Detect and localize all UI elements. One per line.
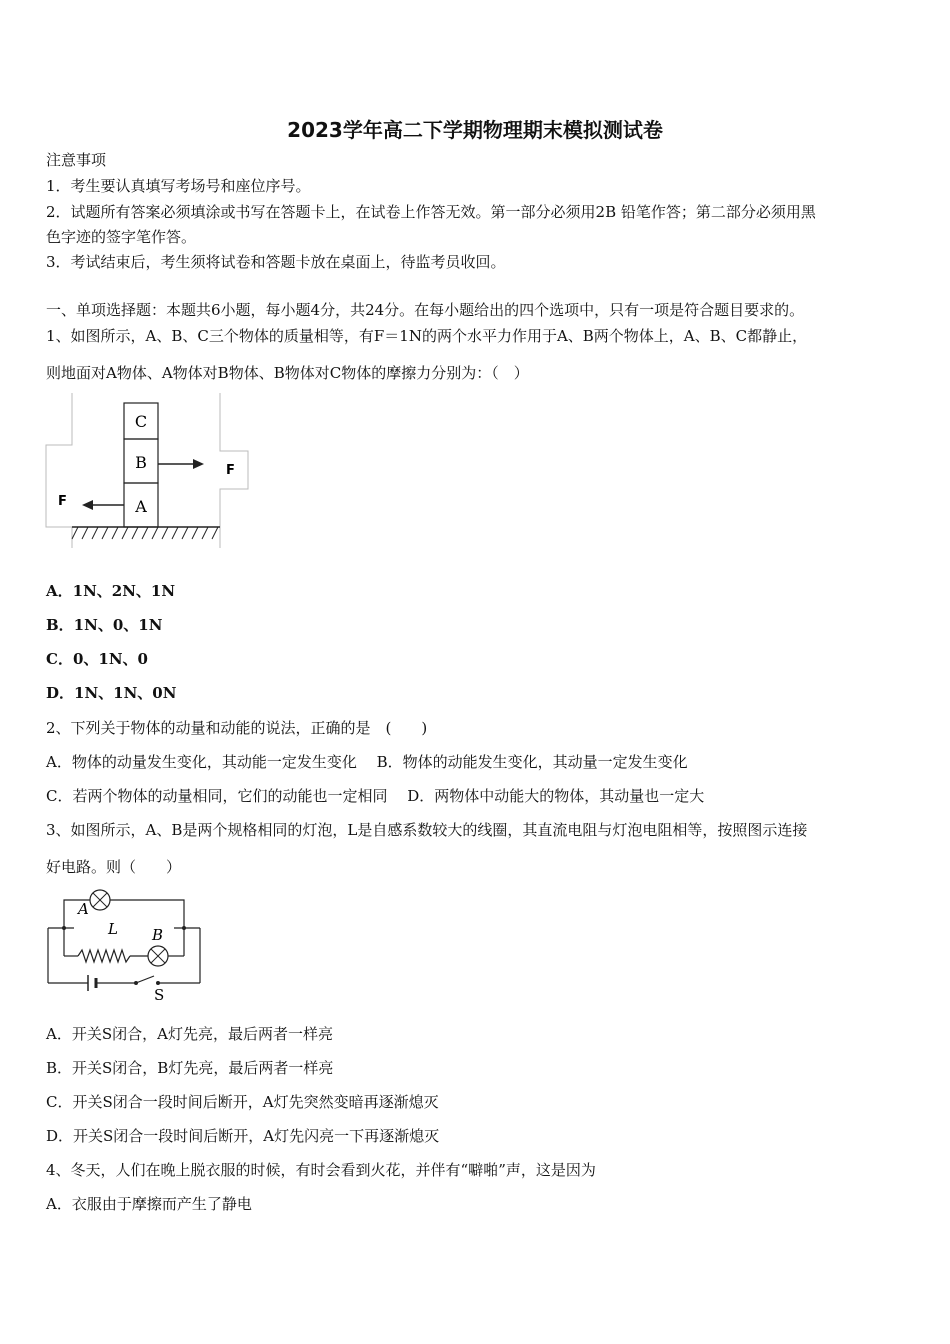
- question-2-option: C．若两个物体的动量相同，它们的动能也一定相同 D．两物体中动能大的物体，其动量也一定大: [46, 787, 705, 805]
- notice-heading: 注意事项: [46, 151, 107, 169]
- question-2-stem: 2、下列关于物体的动量和动能的说法，正确的是 ( ): [46, 719, 428, 737]
- force-right-label: F: [226, 463, 235, 478]
- block-a-label: A: [135, 497, 147, 516]
- question-1-stem: 则地面对A物体、A物体对B物体、B物体对C物体的摩擦力分别为：（ ）: [46, 364, 529, 382]
- notice-item: 2．试题所有答案必须填涂或书写在答题卡上，在试卷上作答无效。第一部分必须用2B 铅笔作答；第二部分必须用黑: [46, 203, 816, 221]
- question-1-stem: 1、如图所示，A、B、C三个物体的质量相等，有F＝1N的两个水平力作用于A、B两个物体上，A、B、C都静止，: [46, 327, 808, 345]
- notice-item: 色字迹的签字笔作答。: [46, 228, 197, 246]
- switch-label: S: [154, 986, 165, 1002]
- lamp-a-label: A: [78, 900, 89, 918]
- notice-item: 3．考试结束后，考生须将试卷和答题卡放在桌面上，待监考员收回。: [46, 253, 506, 271]
- coil-label: L: [108, 920, 118, 938]
- force-left-label: F: [58, 494, 67, 509]
- question-1-option: D．1N、1N、0N: [46, 684, 177, 702]
- circuit-figure: [44, 884, 208, 1002]
- question-1-option: C．0、1N、0: [46, 650, 148, 668]
- page-title: 2023学年高二下学期物理期末模拟测试卷: [287, 118, 663, 142]
- question-1-option: B．1N、0、1N: [46, 616, 163, 634]
- block-c-label: C: [134, 412, 148, 431]
- question-4-stem: 4、冬天，人们在晚上脱衣服的时候，有时会看到火花，并伴有“噼啪”声，这是因为: [46, 1161, 596, 1179]
- question-3-stem: 好电路。则（ ）: [46, 858, 182, 876]
- question-3-option: D．开关S闭合一段时间后断开，A灯先闪亮一下再逐渐熄灭: [46, 1127, 440, 1145]
- question-1-option: A．1N、2N、1N: [46, 582, 176, 600]
- notice-item: 1．考生要认真填写考场号和座位序号。: [46, 177, 311, 195]
- question-2-option: A．物体的动量发生变化，其动能一定发生变化 B．物体的动能发生变化，其动量一定发生变化: [46, 753, 688, 771]
- question-3-option: C．开关S闭合一段时间后断开，A灯先突然变暗再逐渐熄灭: [46, 1093, 439, 1111]
- question-3-option: A．开关S闭合，A灯先亮，最后两者一样亮: [46, 1025, 333, 1043]
- section-heading: 一、单项选择题：本题共6小题，每小题4分，共24分。在每小题给出的四个选项中，只有一项是符合题目要求的。: [46, 301, 805, 319]
- block-b-label: B: [135, 453, 147, 472]
- question-3-option: B．开关S闭合，B灯先亮，最后两者一样亮: [46, 1059, 334, 1077]
- blocks-figure: [44, 393, 254, 553]
- question-4-option: A．衣服由于摩擦而产生了静电: [46, 1195, 252, 1213]
- question-3-stem: 3、如图所示，A、B是两个规格相同的灯泡，L是自感系数较大的线圈，其直流电阻与灯泡电阻相等，按照图示连接: [46, 821, 808, 839]
- lamp-b-label: B: [152, 926, 164, 944]
